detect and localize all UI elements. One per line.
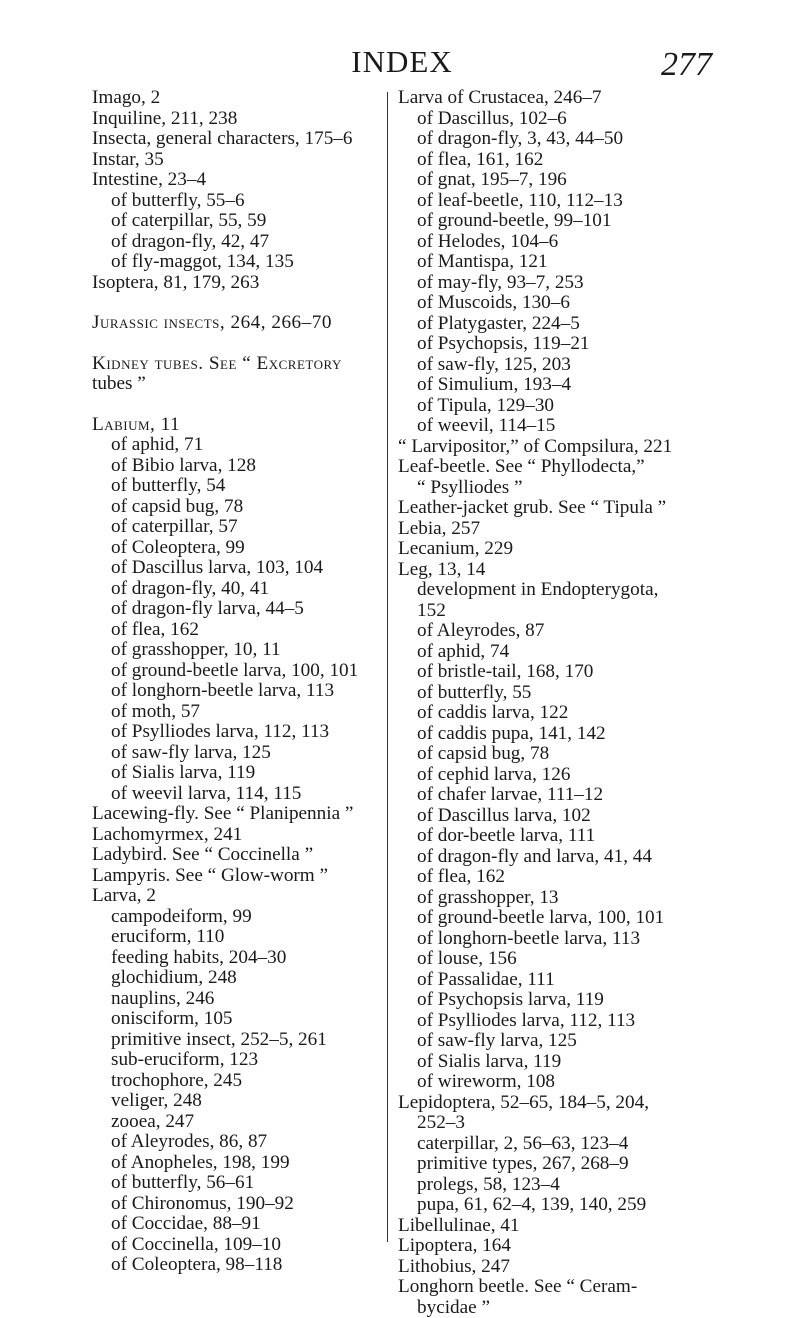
index-subentry: of longhorn-beetle larva, 113: [92, 681, 382, 702]
index-subentry: of ground-beetle larva, 100, 101: [92, 661, 382, 682]
index-entry: Imago, 2: [92, 88, 382, 109]
index-subentry: of dragon-fly, 40, 41: [92, 579, 382, 600]
index-column-right: [398, 88, 713, 1318]
index-subentry: pupa, 61, 62–4, 139, 140, 259: [398, 1195, 713, 1216]
index-entry: tubes ”: [92, 374, 382, 395]
index-subentry: of Muscoids, 130–6: [398, 293, 713, 314]
index-entry: Libellulinae, 41: [398, 1216, 713, 1237]
page-header: [92, 44, 712, 84]
index-subentry: of ground-beetle larva, 100, 101: [398, 908, 713, 929]
index-subentry: of Psylliodes larva, 112, 113: [398, 1011, 713, 1032]
index-subentry: of aphid, 71: [92, 435, 382, 456]
index-entry: Intestine, 23–4: [92, 170, 382, 191]
index-entry: Instar, 35: [92, 150, 382, 171]
index-subentry: of moth, 57: [92, 702, 382, 723]
page-number: 277: [661, 46, 712, 84]
index-subentry: of caddis larva, 122: [398, 703, 713, 724]
index-subentry: of longhorn-beetle larva, 113: [398, 929, 713, 950]
index-entry: Lampyris. See “ Glow-worm ”: [92, 866, 382, 887]
index-subentry: prolegs, 58, 123–4: [398, 1175, 713, 1196]
index-entry: Leg, 13, 14: [398, 560, 713, 581]
index-entry: Lithobius, 247: [398, 1257, 713, 1278]
index-subentry: of Psychopsis larva, 119: [398, 990, 713, 1011]
index-subentry: of capsid bug, 78: [92, 497, 382, 518]
index-subentry: of Chironomus, 190–92: [92, 1194, 382, 1215]
index-entry: Leaf-beetle. See “ Phyllodecta,”: [398, 457, 713, 478]
index-subentry: of Coccidae, 88–91: [92, 1214, 382, 1235]
index-subentry: 252–3: [398, 1113, 713, 1134]
index-subentry: of saw-fly larva, 125: [398, 1031, 713, 1052]
page-title: INDEX: [92, 44, 712, 80]
index-entry: Isoptera, 81, 179, 263: [92, 273, 382, 294]
index-entry: Lachomyrmex, 241: [92, 825, 382, 846]
index-subentry: of may-fly, 93–7, 253: [398, 273, 713, 294]
index-subentry: nauplins, 246: [92, 989, 382, 1010]
index-subentry: of flea, 161, 162: [398, 150, 713, 171]
index-subentry: of Helodes, 104–6: [398, 232, 713, 253]
index-subentry: of Sialis larva, 119: [398, 1052, 713, 1073]
index-subentry: of grasshopper, 13: [398, 888, 713, 909]
index-entry: Larva, 2: [92, 886, 382, 907]
index-subentry: primitive types, 267, 268–9: [398, 1154, 713, 1175]
index-subentry: of grasshopper, 10, 11: [92, 640, 382, 661]
column-divider: [387, 92, 388, 1242]
index-subentry: of Simulium, 193–4: [398, 375, 713, 396]
index-subentry: of Mantispa, 121: [398, 252, 713, 273]
index-subentry: of dor-beetle larva, 111: [398, 826, 713, 847]
index-subentry: of louse, 156: [398, 949, 713, 970]
index-subentry: of capsid bug, 78: [398, 744, 713, 765]
index-subentry: of butterfly, 55: [398, 683, 713, 704]
index-entry: Jurassic insects, 264, 266–70: [92, 313, 382, 334]
entry-gap: [92, 395, 382, 415]
index-subentry: of Psychopsis, 119–21: [398, 334, 713, 355]
index-entry: Ladybird. See “ Coccinella ”: [92, 845, 382, 866]
index-subentry: of weevil larva, 114, 115: [92, 784, 382, 805]
index-subentry: of aphid, 74: [398, 642, 713, 663]
index-subentry: veliger, 248: [92, 1091, 382, 1112]
index-subentry: of weevil, 114–15: [398, 416, 713, 437]
index-subentry: of Aleyrodes, 87: [398, 621, 713, 642]
index-entry: Inquiline, 211, 238: [92, 109, 382, 130]
index-entry: “ Larvipositor,” of Compsilura, 221: [398, 437, 713, 458]
index-subentry: of butterfly, 54: [92, 476, 382, 497]
index-subentry: of Coccinella, 109–10: [92, 1235, 382, 1256]
index-subentry: sub-eruciform, 123: [92, 1050, 382, 1071]
index-subentry: of leaf-beetle, 110, 112–13: [398, 191, 713, 212]
index-subentry: of Tipula, 129–30: [398, 396, 713, 417]
index-subentry: of flea, 162: [398, 867, 713, 888]
index-subentry: of Aleyrodes, 86, 87: [92, 1132, 382, 1153]
index-subentry: of ground-beetle, 99–101: [398, 211, 713, 232]
index-subentry: development in Endopterygota,: [398, 580, 713, 601]
index-column-left: [92, 88, 382, 1276]
index-subentry: of butterfly, 56–61: [92, 1173, 382, 1194]
index-entry: Leather-jacket grub. See “ Tipula ”: [398, 498, 713, 519]
index-subentry: feeding habits, 204–30: [92, 948, 382, 969]
index-entry: Lipoptera, 164: [398, 1236, 713, 1257]
index-subentry: caterpillar, 2, 56–63, 123–4: [398, 1134, 713, 1155]
index-subentry: of wireworm, 108: [398, 1072, 713, 1093]
index-subentry: glochidium, 248: [92, 968, 382, 989]
index-subentry: of Sialis larva, 119: [92, 763, 382, 784]
index-subentry: of saw-fly larva, 125: [92, 743, 382, 764]
index-subentry: eruciform, 110: [92, 927, 382, 948]
index-subentry: of Platygaster, 224–5: [398, 314, 713, 335]
index-subentry: of Dascillus, 102–6: [398, 109, 713, 130]
index-subentry: trochophore, 245: [92, 1071, 382, 1092]
index-subentry: of flea, 162: [92, 620, 382, 641]
index-subentry: of Bibio larva, 128: [92, 456, 382, 477]
index-subentry: “ Psylliodes ”: [398, 478, 713, 499]
index-subentry: of cephid larva, 126: [398, 765, 713, 786]
entry-gap: [92, 293, 382, 313]
index-subentry: of caterpillar, 57: [92, 517, 382, 538]
index-subentry: zooea, 247: [92, 1112, 382, 1133]
index-subentry: of Dascillus larva, 102: [398, 806, 713, 827]
index-subentry: of Psylliodes larva, 112, 113: [92, 722, 382, 743]
index-subentry: of caddis pupa, 141, 142: [398, 724, 713, 745]
index-entry: Insecta, general characters, 175–6: [92, 129, 382, 150]
index-entry: Larva of Crustacea, 246–7: [398, 88, 713, 109]
index-subentry: of butterfly, 55–6: [92, 191, 382, 212]
index-subentry: of saw-fly, 125, 203: [398, 355, 713, 376]
index-subentry: of Coleoptera, 98–118: [92, 1255, 382, 1276]
index-entry: Lacewing-fly. See “ Planipennia ”: [92, 804, 382, 825]
index-subentry: campodeiform, 99: [92, 907, 382, 928]
index-subentry: of Coleoptera, 99: [92, 538, 382, 559]
index-subentry: of dragon-fly, 3, 43, 44–50: [398, 129, 713, 150]
index-subentry: of fly-maggot, 134, 135: [92, 252, 382, 273]
index-entry: Lepidoptera, 52–65, 184–5, 204,: [398, 1093, 713, 1114]
index-subentry: of chafer larvae, 111–12: [398, 785, 713, 806]
index-subentry: of dragon-fly larva, 44–5: [92, 599, 382, 620]
index-entry: Lebia, 257: [398, 519, 713, 540]
index-subentry: bycidae ”: [398, 1298, 713, 1318]
index-subentry: primitive insect, 252–5, 261: [92, 1030, 382, 1051]
index-entry: Labium, 11: [92, 415, 382, 436]
index-subentry: onisciform, 105: [92, 1009, 382, 1030]
index-subentry: of bristle-tail, 168, 170: [398, 662, 713, 683]
index-subentry: of gnat, 195–7, 196: [398, 170, 713, 191]
index-subentry: of dragon-fly, 42, 47: [92, 232, 382, 253]
index-subentry: of Passalidae, 111: [398, 970, 713, 991]
index-entry: Kidney tubes. See “ Excretory: [92, 354, 382, 375]
index-subentry: 152: [398, 601, 713, 622]
index-subentry: of Dascillus larva, 103, 104: [92, 558, 382, 579]
entry-gap: [92, 334, 382, 354]
index-entry: Longhorn beetle. See “ Ceram-: [398, 1277, 713, 1298]
index-subentry: of dragon-fly and larva, 41, 44: [398, 847, 713, 868]
index-entry: Lecanium, 229: [398, 539, 713, 560]
index-subentry: of caterpillar, 55, 59: [92, 211, 382, 232]
index-subentry: of Anopheles, 198, 199: [92, 1153, 382, 1174]
